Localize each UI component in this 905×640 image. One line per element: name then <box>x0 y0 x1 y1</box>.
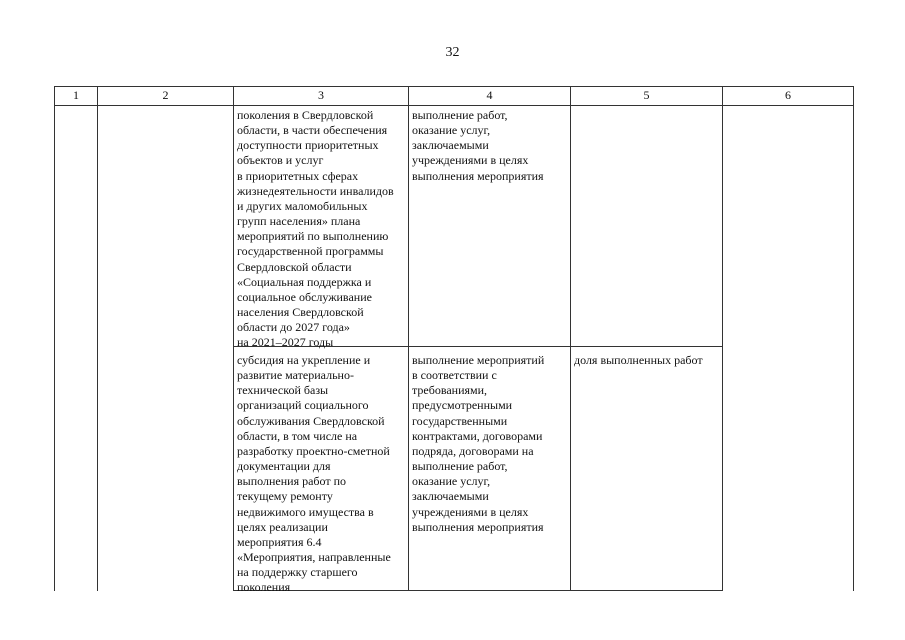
col-6-left-border <box>722 86 723 591</box>
page-number: 32 <box>445 45 460 60</box>
column-header-3: 3 <box>318 88 324 102</box>
column-header-5: 5 <box>643 88 650 102</box>
row-1-col-3-text: поколения в Свердловской области, в части обеспечения доступности приоритетных объектов и услуг в приоритетных сферах жизнедеятельности инвалидов и других маломобильных групп населения» плана мероприятий по выполнению государственной программы Свердловской области «Социальная поддержка и социальное обслуживание населения Свердловской области до 2027 года» на 2021–2027 годы <box>237 108 394 350</box>
col-4-left-border <box>408 86 409 591</box>
row-1-col-4-text: выполнение работ, оказание услуг, заключаемыми учреждениями в целях выполнения мероприятия <box>412 108 544 183</box>
column-header-6: 6 <box>785 88 791 102</box>
col-2-left-border <box>97 86 98 591</box>
data-table <box>54 86 854 595</box>
col-1-left-border <box>54 86 55 591</box>
column-header-4: 4 <box>486 88 493 102</box>
col-6-right-border <box>853 86 854 591</box>
col-3-left-border <box>233 86 234 591</box>
header-bottom-border <box>54 105 854 106</box>
column-header-1: 1 <box>73 88 79 102</box>
col-5-left-border <box>570 86 571 591</box>
column-header-2: 2 <box>162 88 169 102</box>
row-2-col-4-text: выполнение мероприятий в соответствии с требованиями, предусмотренными государственными контрактами, договорами подряда, договорами на выполнение работ, оказание услуг, заключаемыми учреждениями в целях выполнения мероприятия <box>412 353 545 534</box>
row-2-col-5-text: доля выполненных работ <box>574 353 703 367</box>
row-2-col-3-text: субсидия на укрепление и развитие материально- технической базы организаций социального обслуживания Свердловской области, в том числе на разработку проектно-сметной документации для выполнения работ по текущему ремонту недвижимого имущества в целях реализации мероприятия 6.4 «Мероприятия, направленные на поддержку старшего поколения <box>237 353 391 595</box>
